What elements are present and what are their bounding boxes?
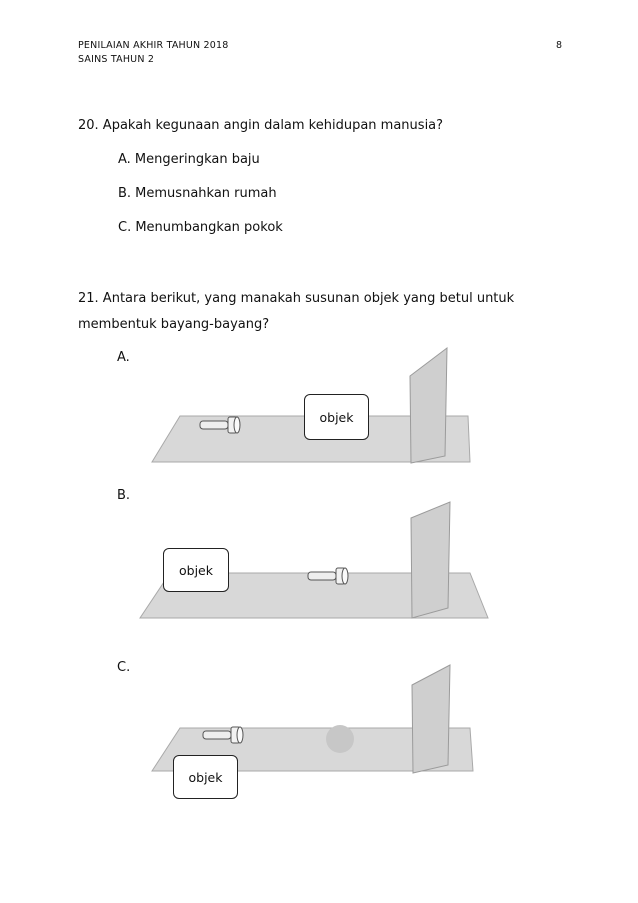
- header-subtitle: SAINS TAHUN 2: [78, 54, 155, 65]
- object-label-c: objek: [173, 755, 238, 799]
- object-label-a: objek: [304, 394, 369, 440]
- header-title: PENILAIAN AKHIR TAHUN 2018: [78, 40, 229, 51]
- page-number: 8: [556, 40, 563, 51]
- object-label-b: objek: [163, 548, 229, 592]
- option-21-b[interactable]: B.: [117, 488, 131, 503]
- option-20-c[interactable]: C. Menumbangkan pokok: [118, 220, 283, 235]
- option-21-a[interactable]: A.: [117, 350, 130, 365]
- option-20-a[interactable]: A. Mengeringkan baju: [118, 152, 260, 167]
- option-21-c[interactable]: C.: [117, 660, 131, 675]
- question-21-line1: 21. Antara berikut, yang manakah susunan objek yang betul untuk: [78, 291, 515, 306]
- question-21-line2: membentuk bayang-bayang?: [78, 317, 270, 332]
- question-20: 20. Apakah kegunaan angin dalam kehidupan manusia?: [78, 118, 444, 133]
- option-20-b[interactable]: B. Memusnahkan rumah: [118, 186, 277, 201]
